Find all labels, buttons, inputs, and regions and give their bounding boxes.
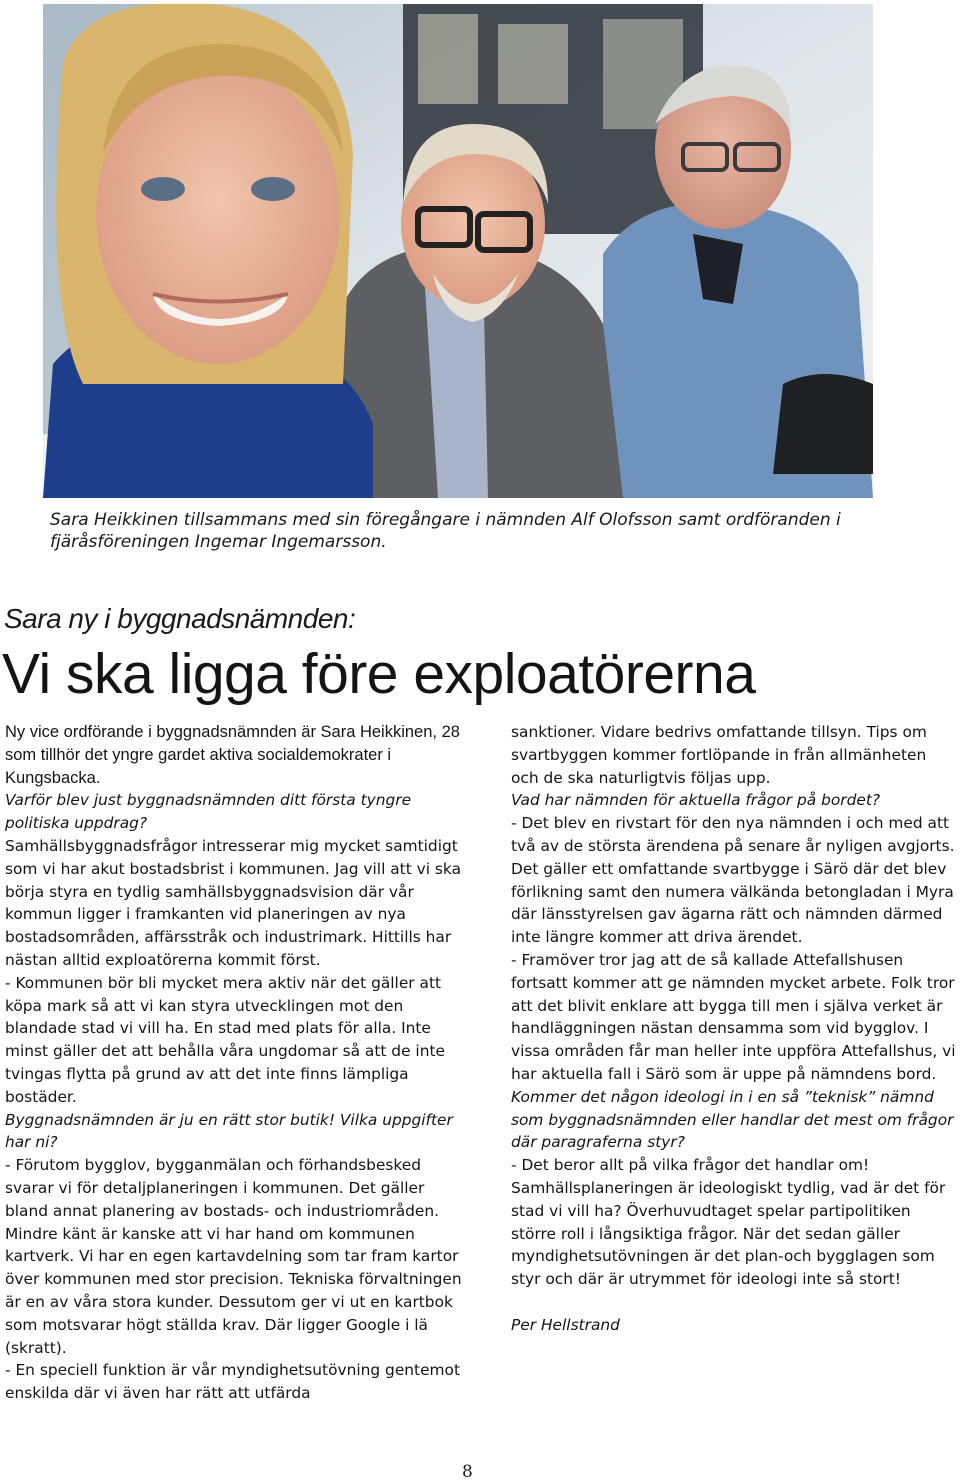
photo-caption: Sara Heikkinen tillsammans med sin föregångare i nämnden Alf Olofsson samt ordföranden i fjäråsföreningen Ingemar Ingemarsson.	[50, 510, 841, 552]
photo-illustration	[43, 4, 873, 498]
answer-paragraph: sanktioner. Vidare bedrivs omfattande tillsyn. Tips om svartbyggen kommer fortlöpande in från allmänheten och de ska naturligtvis följas upp.	[511, 723, 927, 787]
interview-question: Byggnadsnämnden är ju en rätt stor butik! Vilka uppgifter har ni?	[5, 1110, 453, 1152]
answer-paragraph: - Det blev en rivstart för den nya nämnden i och med att två av de största ärendena på senare år nyligen avgjorts. Det gäller ett omfattande svartbygge i Särö där det blev förlikning samt den numera välkända betongladan i Myra där länsstyrelsen gav ägarna rätt och nämnden därmed inte längre kommer att driva ärendet.	[511, 814, 955, 947]
page-number: 8	[462, 1462, 473, 1482]
interview-question: Vad har nämnden för aktuella frågor på bordet?	[511, 791, 881, 810]
answer-paragraph: - Det beror allt på vilka frågor det handlar om! Samhällsplaneringen är ideologiskt tydlig, vad är det för stad vi vill ha? Överhuvudtaget spelar partipolitiken större roll i långsiktiga frågor. När det sedan gäller myndighetsutövningen är det plan-och bygglagen som styr och där är utrymmet för ideologi inte så stort!	[511, 1156, 946, 1289]
answer-paragraph: - Förutom bygglov, bygganmälan och förhandsbesked svarar vi för detaljplaneringen i kommunen. Det gäller bland annat planering av bostads- och industriområden. Mindre känt är kanske att vi har hand om kommunen kartverk. Vi har en egen kartavdelning som tar fram kartor över kommunen med stor precision. Tekniska förvaltningen är en av våra stora kunder. Dessutom ger vi ut en kartbok som motsvarar högt ställda krav. Där ligger Google i lä (skratt).	[5, 1156, 462, 1357]
answer-paragraph: - Kommunen bör bli mycket mera aktiv när det gäller att köpa mark så att vi kan styra utvecklingen mot den blandade stad vi vill ha. En stad med plats för alla. Inte minst gäller det att behålla våra ungdomar så att de inte tvingas flytta på grund av att det inte finns lämpliga bostäder.	[5, 973, 445, 1106]
author-signature: Per Hellstrand	[511, 1315, 620, 1334]
article-headline: Vi ska ligga före exploatörerna	[2, 642, 756, 706]
answer-paragraph: - En speciell funktion är vår myndighetsutövning gentemot enskilda där vi även har rätt att utfärda	[5, 1361, 460, 1403]
interview-question: Varför blev just byggnadsnämnden ditt första tyngre politiska uppdrag?	[5, 791, 412, 833]
article-photo	[43, 4, 873, 498]
answer-paragraph: Samhällsbyggnadsfrågor intresserar mig mycket samtidigt som vi har akut bostadsbrist i kommunen. Jag vill att vi ska börja styra en tydlig samhällsbyggnadsvision där vår kommun ligger i framkanten vid planeringen av nya bostadsområden, affärsstråk och industrimark. Hittills har nästan alltid exploatörerna kommit först.	[5, 836, 461, 969]
lead-paragraph: Ny vice ordförande i byggnadsnämnden är Sara Heikkinen, 28 som tillhör det yngre gardet aktiva socialdemokrater i Kungsbacka.	[5, 723, 460, 787]
right-text-column	[511, 721, 956, 1337]
left-text-column	[5, 721, 470, 1405]
article-kicker: Sara ny i byggnadsnämnden:	[4, 603, 356, 634]
interview-question: Kommer det någon ideologi in i en så ”teknisk” nämnd som byggnadsnämnden eller handlar det mest om frågor där paragraferna styr?	[511, 1087, 954, 1152]
answer-paragraph: - Framöver tror jag att de så kallade Attefallshusen fortsatt kommer att ge nämnden mycket arbete. Folk tror att det blivit enklare att bygga till men i själva verket är handläggningen nästan densamma som vid bygglov. I vissa områden får man heller inte uppföra Attefallshus, vi har aktuella fall i Särö som är uppe på nämndens bord.	[511, 950, 956, 1083]
